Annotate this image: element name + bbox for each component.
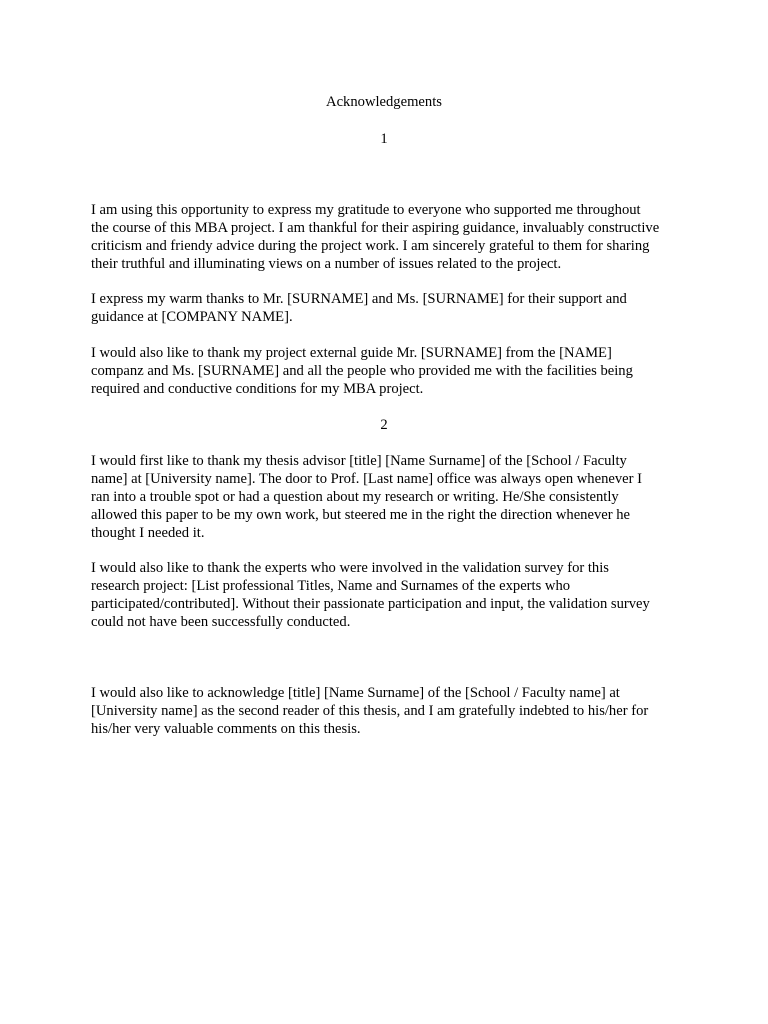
text-line: I would also like to thank the experts who were involved in the validation survey for this bbox=[91, 560, 609, 576]
text-line: could not have been successfully conducted. bbox=[91, 614, 351, 630]
paragraph-thesis-advisor bbox=[91, 452, 681, 542]
text-line: ran into a trouble spot or had a question about my research or writing. He/She consistently bbox=[91, 489, 619, 505]
text-line: I am using this opportunity to express my gratitude to everyone who supported me throughout bbox=[91, 202, 641, 218]
paragraph-warm-thanks bbox=[91, 290, 681, 326]
text-line: the course of this MBA project. I am thankful for their aspiring guidance, invaluably constructive bbox=[91, 220, 660, 236]
document-title: Acknowledgements bbox=[326, 94, 442, 110]
text-line: I would first like to thank my thesis advisor [title] [Name Surname] of the [School / Faculty bbox=[91, 453, 627, 469]
text-line: I would also like to acknowledge [title] [Name Surname] of the [School / Faculty name] at bbox=[91, 685, 620, 701]
paragraph-gratitude bbox=[91, 201, 681, 273]
text-line: thought I needed it. bbox=[91, 525, 205, 541]
text-line: allowed this paper to be my own work, but steered me in the right the direction whenever he bbox=[91, 507, 630, 523]
text-line: his/her very valuable comments on this thesis. bbox=[91, 721, 361, 737]
text-line: name] at [University name]. The door to Prof. [Last name] office was always open whenever I bbox=[91, 471, 642, 487]
section-number-1: 1 bbox=[380, 131, 388, 147]
paragraph-experts bbox=[91, 559, 681, 631]
text-line: [University name] as the second reader of this thesis, and I am gratefully indebted to his/her for bbox=[91, 703, 649, 719]
text-line: guidance at [COMPANY NAME]. bbox=[91, 309, 293, 325]
text-line: companz and Ms. [SURNAME] and all the people who provided me with the facilities being bbox=[91, 363, 633, 379]
text-line: their truthful and illuminating views on a number of issues related to the project. bbox=[91, 256, 562, 272]
paragraph-second-reader bbox=[91, 684, 681, 738]
text-line: I express my warm thanks to Mr. [SURNAME] and Ms. [SURNAME] for their support and bbox=[91, 291, 627, 307]
text-line: required and conductive conditions for my MBA project. bbox=[91, 381, 424, 397]
text-line: criticism and friendy advice during the project work. I am sincerely grateful to them for sharing bbox=[91, 238, 650, 254]
paragraph-external-guide bbox=[91, 344, 681, 398]
text-line: research project: [List professional Titles, Name and Surnames of the experts who bbox=[91, 578, 571, 594]
text-line: participated/contributed]. Without their passionate participation and input, the validation survey bbox=[91, 596, 650, 612]
text-line: I would also like to thank my project external guide Mr. [SURNAME] from the [NAME] bbox=[91, 345, 612, 361]
section-number-2: 2 bbox=[380, 417, 388, 433]
